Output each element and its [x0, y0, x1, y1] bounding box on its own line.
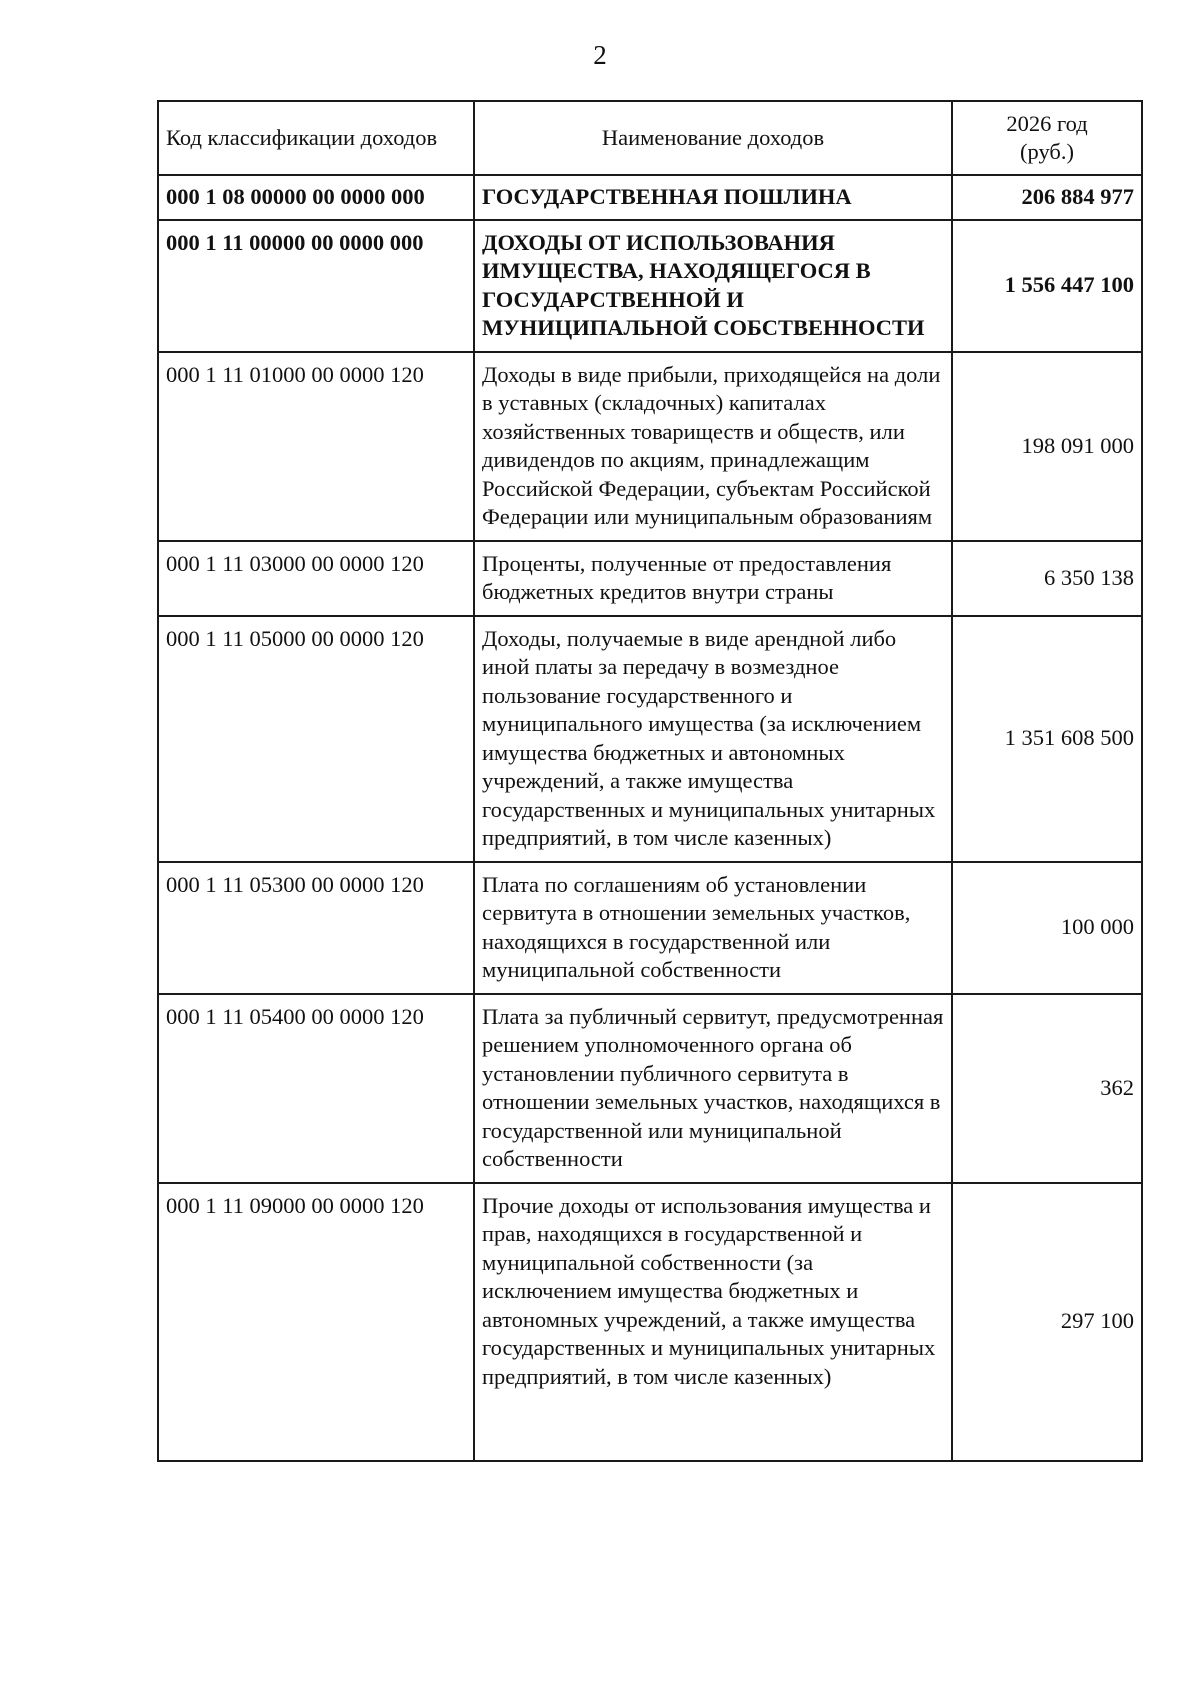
income-code: 000 1 11 09000 00 0000 120 — [158, 1183, 474, 1461]
income-code: 000 1 11 03000 00 0000 120 — [158, 541, 474, 616]
table-row — [158, 616, 1142, 862]
income-code: 000 1 08 00000 00 0000 000 — [158, 175, 474, 220]
income-name: ДОХОДЫ ОТ ИСПОЛЬЗОВАНИЯ ИМУЩЕСТВА, НАХОДЯЩЕГОСЯ В ГОСУДАРСТВЕННОЙ И МУНИЦИПАЛЬНОЙ СОБСТВЕННОСТИ — [474, 220, 952, 352]
income-code: 000 1 11 00000 00 0000 000 — [158, 220, 474, 352]
table-body — [158, 175, 1142, 1461]
header-code: Код классификации доходов — [158, 101, 474, 175]
header-name: Наименование доходов — [474, 101, 952, 175]
table-row — [158, 220, 1142, 352]
income-code: 000 1 11 01000 00 0000 120 — [158, 352, 474, 541]
income-name: Доходы в виде прибыли, приходящейся на доли в уставных (складочных) капиталах хозяйственных товариществ и обществ, или дивидендов по акциям, принадлежащим Российской Федерации, субъектам Российской Федерации или муниципальным образованиям — [474, 352, 952, 541]
header-row — [158, 101, 1142, 175]
income-amount: 362 — [952, 994, 1142, 1183]
table-row — [158, 541, 1142, 616]
table-row — [158, 994, 1142, 1183]
income-name: Прочие доходы от использования имущества и прав, находящихся в государственной и муниципальной собственности (за исключением имущества бюджетных и автономных учреждений, а также имущества государственных и муниципальных унитарных предприятий, в том числе казенных) — [474, 1183, 952, 1461]
income-code: 000 1 11 05400 00 0000 120 — [158, 994, 474, 1183]
header-unit: (руб.) — [1020, 139, 1074, 164]
income-amount: 1 351 608 500 — [952, 616, 1142, 862]
table-row — [158, 862, 1142, 994]
income-code: 000 1 11 05300 00 0000 120 — [158, 862, 474, 994]
table-row — [158, 1183, 1142, 1461]
table-row — [158, 175, 1142, 220]
income-name: Плата по соглашениям об установлении сервитута в отношении земельных участков, находящихся в государственной или муниципальной собственности — [474, 862, 952, 994]
income-name: Доходы, получаемые в виде арендной либо иной платы за передачу в возмездное пользование государственного и муниципального имущества (за исключением имущества бюджетных и автономных учреждений, а также имущества государственных и муниципальных унитарных предприятий, в том числе казенных) — [474, 616, 952, 862]
income-amount: 297 100 — [952, 1183, 1142, 1461]
header-year: 2026 год — [1006, 110, 1088, 136]
income-amount: 100 000 — [952, 862, 1142, 994]
income-table — [157, 100, 1143, 1462]
table-header — [158, 101, 1142, 175]
income-amount: 6 350 138 — [952, 541, 1142, 616]
income-code: 000 1 11 05000 00 0000 120 — [158, 616, 474, 862]
header-amount — [952, 101, 1142, 175]
income-name: Проценты, полученные от предоставления бюджетных кредитов внутри страны — [474, 541, 952, 616]
income-name: ГОСУДАРСТВЕННАЯ ПОШЛИНА — [474, 175, 952, 220]
income-amount: 206 884 977 — [952, 175, 1142, 220]
income-name: Плата за публичный сервитут, предусмотренная решением уполномоченного органа об установлении публичного сервитута в отношении земельных участков, находящихся в государственной или муниципальной собственности — [474, 994, 952, 1183]
income-amount: 198 091 000 — [952, 352, 1142, 541]
page-number: 2 — [593, 40, 607, 70]
table-row — [158, 352, 1142, 541]
income-amount: 1 556 447 100 — [952, 220, 1142, 352]
